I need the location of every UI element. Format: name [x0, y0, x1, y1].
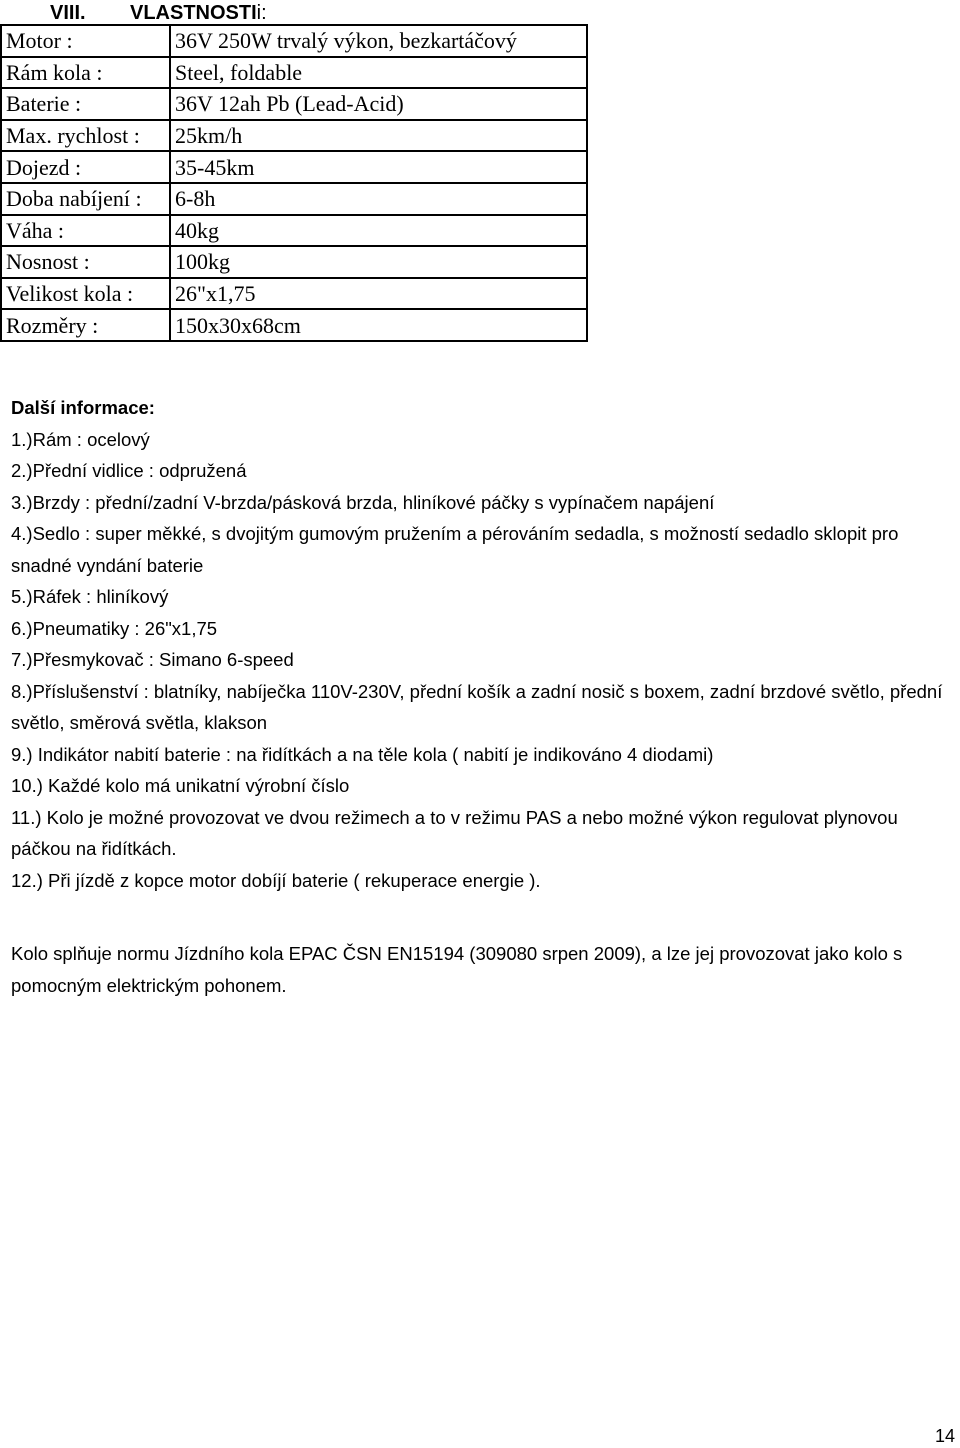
spec-value: 26"x1,75 — [170, 278, 587, 310]
list-item: 8.)Příslušenství : blatníky, nabíječka 110V-230V, přední košík a zadní nosič s boxem, zadní brzdové světlo, přední světlo, směrová světla, klakson — [11, 680, 943, 733]
spec-key: Doba nabíjení : — [1, 183, 170, 215]
table-row — [1, 88, 587, 120]
table-row — [1, 120, 587, 152]
table-row — [1, 25, 587, 57]
list-item: 10.) Každé kolo má unikatní výrobní číslo — [11, 775, 350, 796]
table-row — [1, 57, 587, 89]
spec-value: 150x30x68cm — [170, 309, 587, 341]
section-title — [130, 2, 267, 24]
table-row — [1, 278, 587, 310]
list-item: 12.) Při jízdě z kopce motor dobíjí baterie ( rekuperace energie ). — [11, 869, 541, 891]
table-row — [1, 246, 587, 278]
spec-key: Rám kola : — [1, 57, 170, 89]
table-row — [1, 183, 587, 215]
section-number: VIII. — [50, 2, 86, 24]
spec-key: Velikost kola : — [1, 278, 170, 310]
spec-key: Max. rychlost : — [1, 120, 170, 152]
list-item: 5.)Ráfek : hliníkový — [11, 586, 169, 607]
spec-value: 6-8h — [170, 183, 587, 215]
list-item: 11.) Kolo je možné provozovat ve dvou režimech a to v režimu PAS a nebo možné výkon regulovat plynovou páčkou na řidítkách. — [11, 806, 898, 859]
list-item: 3.)Brzdy : přední/zadní V-brzda/pásková brzda, hliníkové páčky s vypínačem napájení — [11, 491, 715, 513]
spec-key: Rozměry : — [1, 309, 170, 341]
table-row — [1, 215, 587, 247]
list-item: 4.)Sedlo : super měkké, s dvojitým gumovým pružením a pérováním sedadla, s možností sedadlo sklopit pro snadné vyndání baterie — [11, 523, 899, 576]
spec-key: Dojezd : — [1, 151, 170, 183]
spec-value: 25km/h — [170, 120, 587, 152]
spec-key: Motor : — [1, 25, 170, 57]
spec-table — [0, 24, 588, 342]
spec-value: 36V 250W trvalý výkon, bezkartáčový — [170, 25, 587, 57]
page-number: 14 — [934, 1426, 955, 1446]
spec-key: Nosnost : — [1, 246, 170, 278]
spec-value: 100kg — [170, 246, 587, 278]
list-item: 6.)Pneumatiky : 26"x1,75 — [11, 617, 218, 639]
additional-info — [11, 392, 951, 1001]
spec-value: Steel, foldable — [170, 57, 587, 89]
table-row — [1, 151, 587, 183]
spacer — [11, 896, 951, 938]
list-item: 1.)Rám : ocelový — [11, 428, 150, 450]
spec-key: Baterie : — [1, 88, 170, 120]
list-item: 7.)Přesmykovač : Simano 6-speed — [11, 649, 294, 670]
spec-value: 36V 12ah Pb (Lead-Acid) — [170, 88, 587, 120]
section-title-suffix: i: — [256, 2, 267, 24]
list-item: 9.) Indikátor nabití baterie : na řidítkách a na těle kola ( nabití je indikováno 4 diodami) — [11, 743, 714, 765]
compliance-note: Kolo splňuje normu Jízdního kola EPAC ČSN EN15194 (309080 srpen 2009), a lze jej provozovat jako kolo s pomocným elektrickým pohonem. — [11, 943, 903, 996]
list-item: 2.)Přední vidlice : odpružená — [11, 460, 247, 481]
spec-value: 40kg — [170, 215, 587, 247]
section-title-text: VLASTNOSTI — [130, 2, 257, 24]
spec-value: 35-45km — [170, 151, 587, 183]
spec-key: Váha : — [1, 215, 170, 247]
table-row — [1, 309, 587, 341]
info-heading: Další informace: — [11, 397, 155, 418]
